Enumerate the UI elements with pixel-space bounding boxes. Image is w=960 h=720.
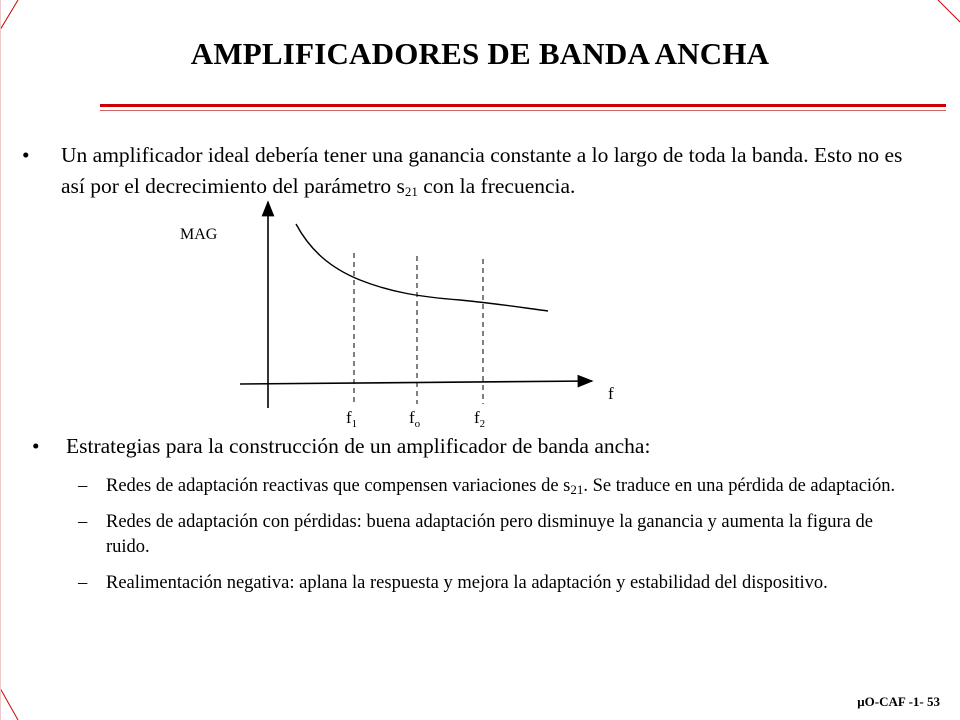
strategy-list	[78, 474, 918, 607]
strategy-text-tail: . Se traduce en una pérdida de adaptación.	[583, 476, 896, 496]
slide-title: AMPLIFICADORES DE BANDA ANCHA	[190, 36, 770, 71]
bullet-strategies	[32, 432, 932, 460]
strategy-item-lossy	[78, 510, 918, 560]
tick-sub: o	[414, 418, 421, 430]
strategy-text: Redes de adaptación reactivas que compensen variaciones de s	[106, 476, 571, 496]
bullet-text-tail: con la frecuencia.	[417, 174, 576, 198]
dash-marker: –	[78, 573, 88, 593]
y-axis-label: MAG	[180, 226, 218, 243]
strategy-item-reactive	[78, 474, 918, 499]
gain-curve	[296, 224, 548, 311]
x-axis	[240, 381, 592, 384]
tick-sub: 1	[351, 418, 358, 430]
x-axis-label: f	[608, 384, 614, 403]
bullet-marker: •	[32, 434, 40, 458]
tick-base: f	[409, 408, 415, 427]
strategy-item-feedback	[78, 571, 918, 596]
dash-marker: –	[78, 476, 88, 496]
dash-marker: –	[78, 512, 88, 532]
strategy-text: Redes de adaptación con pérdidas: buena adaptación pero disminuye la ganancia y aumenta la figura de ruido.	[106, 512, 873, 557]
tick-base: f	[474, 408, 480, 427]
bullet-text-main: Un amplificador ideal debería tener una ganancia constante a lo largo de toda la banda. Esto no es así por el decrecimiento del parámetro s	[61, 143, 903, 198]
tick-label-f2	[474, 408, 485, 428]
param-subscript: 21	[570, 482, 584, 497]
slide-footer: μO-CAF -1- 53	[857, 694, 940, 709]
bullet-marker: •	[22, 143, 30, 167]
strategy-text: Realimentación negativa: aplana la respuesta y mejora la adaptación y estabilidad del dispositivo.	[106, 573, 828, 593]
bullet-text: Estrategias para la construcción de un amplificador de banda ancha:	[66, 434, 651, 458]
param-subscript: 21	[404, 184, 418, 199]
tick-label-f1	[346, 408, 357, 428]
tick-sub: 2	[479, 418, 486, 430]
tick-label-fo	[409, 408, 420, 428]
tick-base: f	[346, 408, 352, 427]
